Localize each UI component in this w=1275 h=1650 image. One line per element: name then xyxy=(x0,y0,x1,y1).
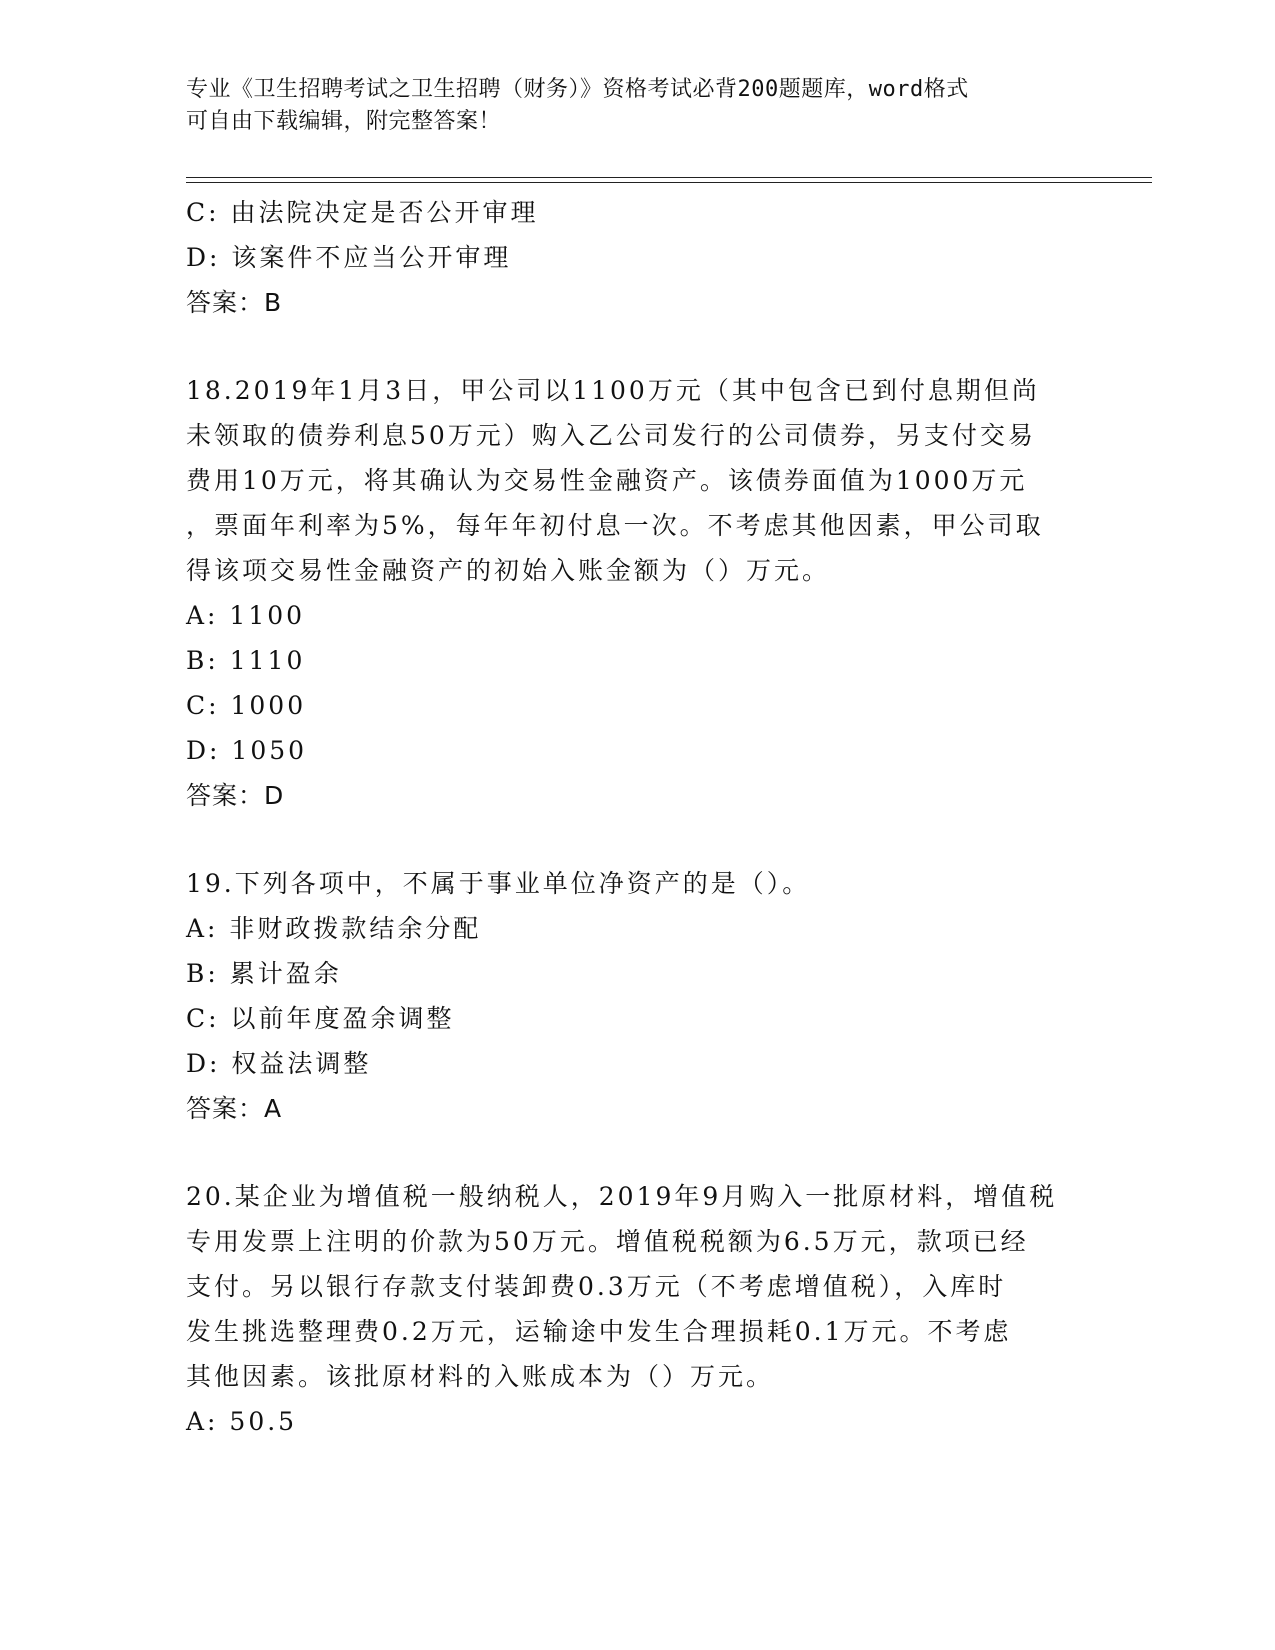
option-a: A: 非财政拨款结余分配 xyxy=(186,914,482,943)
question-18-text-line: 未领取的债券利息50万元）购入乙公司发行的公司债券，另支付交易 xyxy=(186,421,1036,450)
question-18-text-line: 费用10万元，将其确认为交易性金融资产。该债券面值为1000万元 xyxy=(186,466,1028,495)
question-18-text-line: ，票面年利率为5%，每年年初付息一次。不考虑其他因素，甲公司取 xyxy=(186,511,1044,540)
option-c: C: 以前年度盈余调整 xyxy=(186,1004,455,1033)
question-19-text-line: 19.下列各项中，不属于事业单位净资产的是（）。 xyxy=(186,869,811,898)
header-line-1: 专业《卫生招聘考试之卫生招聘（财务）》资格考试必背200题题库，word格式 xyxy=(186,77,969,102)
question-18-block xyxy=(186,368,1086,818)
spacer xyxy=(186,325,1086,368)
header-divider-bottom xyxy=(186,182,1152,183)
option-c: C: 由法院决定是否公开审理 xyxy=(186,198,539,227)
answer-line: 答案：B xyxy=(186,288,283,317)
spacer xyxy=(186,1131,1086,1174)
option-a: A: 50.5 xyxy=(186,1407,298,1436)
option-b: B: 1110 xyxy=(186,646,306,675)
option-b: B: 累计盈余 xyxy=(186,959,342,988)
header-divider-top xyxy=(186,177,1152,178)
spacer xyxy=(186,818,1086,861)
option-a: A: 1100 xyxy=(186,601,306,630)
option-d: D: 该案件不应当公开审理 xyxy=(186,243,512,272)
header-line-2: 可自由下载编辑，附完整答案！ xyxy=(186,109,502,134)
option-c: C: 1000 xyxy=(186,691,307,720)
answer-line: 答案：A xyxy=(186,1094,283,1123)
question-19-block xyxy=(186,861,1086,1131)
prev-question-block xyxy=(186,190,1086,325)
question-20-text-line: 发生挑选整理费0.2万元，运输途中发生合理损耗0.1万元。不考虑 xyxy=(186,1317,1012,1346)
answer-line: 答案：D xyxy=(186,781,285,810)
question-18-text-line: 18.2019年1月3日，甲公司以1100万元（其中包含已到付息期但尚 xyxy=(186,376,1040,405)
question-20-text-line: 20.某企业为增值税一般纳税人，2019年9月购入一批原材料，增值税 xyxy=(186,1182,1058,1211)
question-20-block xyxy=(186,1174,1086,1444)
question-18-text-line: 得该项交易性金融资产的初始入账金额为（）万元。 xyxy=(186,556,831,585)
question-list xyxy=(186,190,1086,1444)
option-d: D: 1050 xyxy=(186,736,308,765)
document-header xyxy=(186,74,1066,138)
option-d: D: 权益法调整 xyxy=(186,1049,372,1078)
question-20-text-line: 支付。另以银行存款支付装卸费0.3万元（不考虑增值税），入库时 xyxy=(186,1272,1007,1301)
question-20-text-line: 专用发票上注明的价款为50万元。增值税税额为6.5万元，款项已经 xyxy=(186,1227,1029,1256)
question-20-text-line: 其他因素。该批原材料的入账成本为（）万元。 xyxy=(186,1362,775,1391)
